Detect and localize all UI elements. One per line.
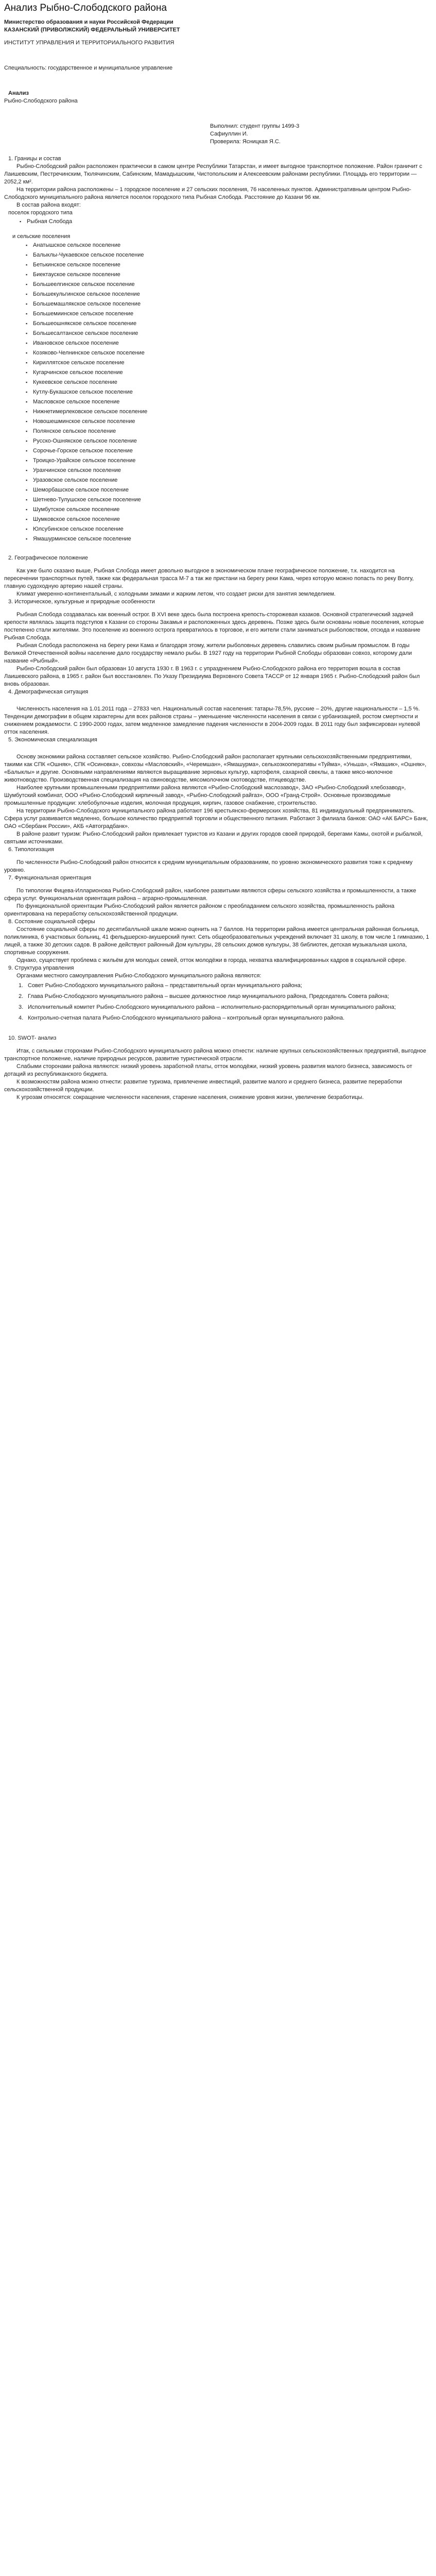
section-heading-5: 5. Экономическая специализация	[8, 737, 97, 743]
list-item: ▪ Шетнево-Тулушское сельское поселение	[4, 496, 430, 504]
list-item: ▪ Троицко-Урайское сельское поселение	[4, 457, 430, 465]
section-8-paragraph: Состояние социальной сферы по десятибалльной шкале можно оценить на 7 баллов. На территории района имеется центральная районная больница, поликлиника, 6 участковых больниц, 41 фельдшерско-акушерский пункт. Сеть общеобразовательных учреждений включает 31 школу, в том числе 1 гимназию, 1 лицей, а также 30 детских садов. В районе действуют районный Дом культуры, 28 сельских домов культуры, 38 библиотек, детская музыкальная школа, спортивные сооружения.	[4, 926, 429, 956]
list-item: ▪ Русско-Ошнякское сельское поселение	[4, 437, 430, 445]
section-5-paragraph: В районе развит туризм: Рыбно-Слободский район привлекает туристов из Казани и других городов своей природой, берегами Камы, охотой и рыбалкой, святыми источниками.	[4, 831, 423, 845]
section-2-paragraph: Климат умеренно-континентальный, с холодными зимами и жарким летом, что создает риски для занятия земледелием.	[16, 591, 336, 597]
section-heading-7: 7. Функциональная ориентация	[8, 875, 92, 881]
list-item: ▪ Новошешминское сельское поселение	[4, 418, 430, 426]
section-5-paragraph: На территории Рыбно-Слободского муниципального района работают 196 крестьянско-фермерских хозяйства, 81 индивидуальный предприниматель. Сфера услуг развивается медленно, большое количество предприятий торговли и общественного питания. Работают 3 филиала банков: ОАО «АК БАРС» Банк, ОАО «Сбербанк России», АКБ «Автоградбанк».	[4, 808, 428, 829]
section-10-paragraph: К угрозам относятся: сокращение численности населения, старение населения, снижение уровня жизни, увеличение безработицы.	[16, 1094, 364, 1100]
section-1-paragraph: В состав района входят:	[16, 202, 81, 208]
list-item: ▪ Ямашурминское сельское поселение	[4, 535, 430, 543]
section-10-paragraph: Итак, с сильными сторонами Рыбно-Слободского муниципального района можно отнести: наличие крупных сельскохозяйственных предприятий, выгодное транспортное положение, наличие природных ресурсов, развитие туристической отрасли.	[4, 1048, 426, 1062]
report-subheading: Рыбно-Слободского района	[4, 98, 78, 104]
section-heading-2: 2. Географическое положение	[8, 555, 88, 561]
section-3-paragraph: Рыбно-Слободский район был образован 10 августа 1930 г. В 1963 г. с упразднением Рыбно-Слободского района его территория вошла в состав Лаишевского района, в 1965 г. район был восстановлен. По Указу Президиума Верховного Совета ТАССР от 12 января 1965 г. Рыбно-Слободский район был вновь образован.	[4, 666, 420, 687]
list-item: ▪ Уразовское сельское поселение	[4, 477, 430, 484]
list-item: ▪ Кутлу-Букашское сельское поселение	[4, 388, 430, 396]
list-item: ▪ Шумбутское сельское поселение	[4, 506, 430, 514]
section-7-paragraph: По функциональной ориентации Рыбно-Слободский район является районом с преобладанием сельского хозяйства, промышленность района ориентирована на переработку сельскохозяйственной продукции.	[4, 903, 395, 917]
section-7-paragraph: По типологии Фицева-Илларионова Рыбно-Слободский район, наиболее развитыми являются сферы сельского хозяйства и промышленности, а также сфера услуг. Функциональная ориентация района – аграрно-промышленная.	[4, 888, 416, 902]
section-heading-1: 1. Границы и состав	[8, 156, 61, 162]
university-name: КАЗАНСКИЙ (ПРИВОЛЖСКИЙ) ФЕДЕРАЛЬНЫЙ УНИВЕРСИТЕТ	[4, 27, 180, 33]
rural-list	[4, 242, 430, 543]
list-item: ▪ Кириллятское сельское поселение	[4, 359, 430, 367]
author-block	[4, 123, 430, 146]
institute-name: ИНСТИТУТ УПРАВЛЕНИЯ И ТЕРРИТОРИАЛЬНОГО РАЗВИТИЯ	[4, 40, 175, 46]
section-5-paragraph: Наиболее крупными промышленными предприятиями района являются «Рыбно-Слободский маслозавод», ЗАО «Рыбно-Слободский хлебозавод», Шумбутский комбинат, ООО «Рыбно-Слободский кирпичный завод», «Рыбно-Слободский райгаз», ООО «Гранд-Строй». Основные производимые промышленные продукции: хлебобулочные изделия, молочная продукция, кирпич, газовое снабжение, строительство.	[4, 785, 406, 806]
report-heading: Анализ	[8, 90, 29, 96]
section-heading-10: 10. SWOT- анализ	[8, 1035, 57, 1041]
list-item: ▪ Большеошнякское сельское поселение	[4, 320, 430, 328]
list-item: ▪ Большемиинское сельское поселение	[4, 310, 430, 318]
management-list	[4, 982, 430, 1022]
list-item: ▪ Сорочье-Горское сельское поселение	[4, 447, 430, 455]
section-4-paragraph: Численность населения на 1.01.2011 года – 27833 чел. Национальный состав населения: татары-78,5%, русские – 20%, другие национальности – 1,5 %. Тенденции демографии в общем характерны для всех районов страны – уменьшение численности населения в связи с урбанизацией, ростом смертности и снижением рождаемости. С 1990-2000 годах, затем медленное замедление падения численности в 2004-2009 годах. В 2011 году был зафиксирован нулевой отток населения.	[4, 706, 421, 735]
list-item: ▪ Рыбная Слобода	[4, 218, 430, 226]
section-heading-6: 6. Типологизация	[8, 846, 54, 853]
list-item: 2. Глава Рыбно-Слободского муниципального района – высшее должностное лицо муниципального района, Председатель Совета района;	[19, 993, 389, 999]
list-item: ▪ Масловское сельское поселение	[4, 398, 430, 406]
list-item: ▪ Большеелгинское сельское поселение	[4, 281, 430, 289]
list-item: ▪ Биектауское сельское поселение	[4, 271, 430, 279]
section-3-paragraph: Рыбная Слобода создавалась как военный острог. В XVI веке здесь была построена крепость-сторожевая казаков. Основной стратегический задачей крепости являлась защита подступов к Казани со стороны Закамья и расположенных здесь деревень. Позже здесь были основаны новые поселения, которые постепенно стали жителями. Это поселение из военного острога превратилось в торговое, и его жители стали заниматься рыболовством, отсюда и название Рыбная Слобода.	[4, 612, 424, 641]
section-heading-9: 9. Структура управления	[8, 965, 74, 971]
list-item: ▪ Козяково-Челнинское сельское поселение	[4, 349, 430, 357]
section-heading-4: 4. Демографическая ситуация	[8, 689, 89, 695]
section-8-paragraph: Однако, существует проблема с жильём для молодых семей, отток молодёжи в города, нехватка квалифицированных кадров в социальной сфере.	[16, 957, 407, 963]
section-10-paragraph: Слабыми сторонами района являются: низкий уровень заработной платы, отток молодёжи, низкий уровень развития малого бизнеса, зависимость от дотаций из республиканского бюджета.	[4, 1063, 412, 1077]
checker-line: Проверила: Ясницкая Я.С.	[210, 139, 281, 145]
list-item: ▪ Бетькинское сельское поселение	[4, 261, 430, 269]
section-9-paragraph: Органами местного самоуправления Рыбно-Слободского муниципального района являются:	[16, 973, 261, 979]
section-heading-8: 8. Состояние социальной сферы	[8, 919, 95, 925]
section-heading-3: 3. Историческое, культурные и природные особенности	[8, 599, 155, 605]
performer-line: Выполнил: студент группы 1499-3	[210, 123, 300, 129]
list-item: ▪ Шумковское сельское поселение	[4, 516, 430, 523]
page-title: Анализ Рыбно-Слободского района	[4, 3, 167, 13]
section-2-paragraph: Как уже было сказано выше, Рыбная Слобода имеет довольно выгодное в экономическом плане географическое положение, т.к. находится на пересечении транспортных путей, также как федеральная трасса М-7 а так же пристани на берегу реки Кама, через которую можно попасть по реку Волгу, главную судоходную артерию нашей страны.	[4, 568, 414, 589]
list-item: ▪ Большемашлякское сельское поселение	[4, 300, 430, 308]
list-item: ▪ Нижнетимерлековское сельское поселение	[4, 408, 430, 416]
section-10-paragraph: К возможностям района можно отнести: развитие туризма, привлечение инвестиций, развитие малого и среднего бизнеса, развитие переработки сельскохозяйственной продукции.	[4, 1079, 402, 1093]
section-1-paragraph: На территории района расположены – 1 городское поселение и 27 сельских поселения, 76 населенных пунктов. Административным центром Рыбно-Слободского муниципального района является поселок городского типа Рыбная Слобода. Расстояние до Казани 96 км.	[4, 187, 411, 200]
performer-name: Сафиуллин И.	[210, 131, 248, 137]
specialty-line: Специальность: государственное и муниципальное управление	[4, 65, 173, 71]
list-item: ▪ Балыклы-Чукаевское сельское поселение	[4, 251, 430, 259]
list-item: ▪ Урахчинское сельское поселение	[4, 467, 430, 474]
list-item: ▪ Большекульгинское сельское поселение	[4, 291, 430, 298]
list-item: 4. Контрольно-счетная палата Рыбно-Слободского муниципального района – контрольный орган муниципального района.	[19, 1015, 345, 1021]
urban-lead: поселок городского типа	[8, 210, 73, 216]
section-1-paragraph: Рыбно-Слободский район расположен практически в самом центре Республики Татарстан, и имеет выгодное транспортное положение. Район граничит с Лаишевским, Пестречинским, Тюлячинским, Сабинским, Мамадышским, Чистопольским и Алексеевским районами республики. Площадь его территории — 2052,2 км².	[4, 163, 423, 185]
list-item: ▪ Юлсубинское сельское поселение	[4, 526, 430, 533]
list-item: ▪ Шеморбашское сельское поселение	[4, 486, 430, 494]
list-item: ▪ Анатышское сельское поселение	[4, 242, 430, 249]
ministry-name: Министерство образования и науки Российской Федерации	[4, 19, 173, 25]
list-item: 3. Исполнительный комитет Рыбно-Слободского муниципального района – исполнительно-распорядительный орган муниципального района;	[19, 1004, 396, 1010]
section-6-paragraph: По численности Рыбно-Слободский район относится к средним муниципальным образованиям, по уровню экономического развития тоже к среднему уровню.	[4, 859, 413, 873]
list-item: 1. Совет Рыбно-Слободского муниципального района – представительный орган муниципального района;	[19, 982, 302, 989]
section-3-paragraph: Рыбная Слобода расположена на берегу реки Кама и благодаря этому, жители рыболовных деревень славились своим рыбным промыслом. В годы Великой Отечественной войны население дало государству немало рыбы. В 1927 году на территории Рыбной Слободы образован совхоз, которому дали название «Рыбный».	[4, 642, 412, 664]
list-item: ▪ Кукеевское сельское поселение	[4, 379, 430, 386]
urban-list	[4, 218, 430, 226]
list-item: ▪ Ивановское сельское поселение	[4, 340, 430, 347]
rural-lead: и сельские поселения	[12, 233, 71, 240]
list-item: ▪ Кугарчинское сельское поселение	[4, 369, 430, 377]
list-item: ▪ Полянское сельское поселение	[4, 428, 430, 435]
list-item: ▪ Большесалтанское сельское поселение	[4, 330, 430, 337]
section-5-paragraph: Основу экономики района составляет сельское хозяйство. Рыбно-Слободский район располагает крупными сельскохозяйственными предприятиями, такими как СПК «Ошняк», СПК «Осиновка», совхозы «Масловский», «Черемшан», «Ямашурма», сельхозкооперативы «Туйма», «Уньша», «Ямашик», «Ошняк», «Балыклы» и другие. Основными направлениями являются выращивание зерновых культур, картофеля, сахарной свеклы, а также мясо-молочное животноводство. Производственная специализация на свиноводстве, мясомолочном скотоводстве, птицеводстве.	[4, 754, 427, 783]
